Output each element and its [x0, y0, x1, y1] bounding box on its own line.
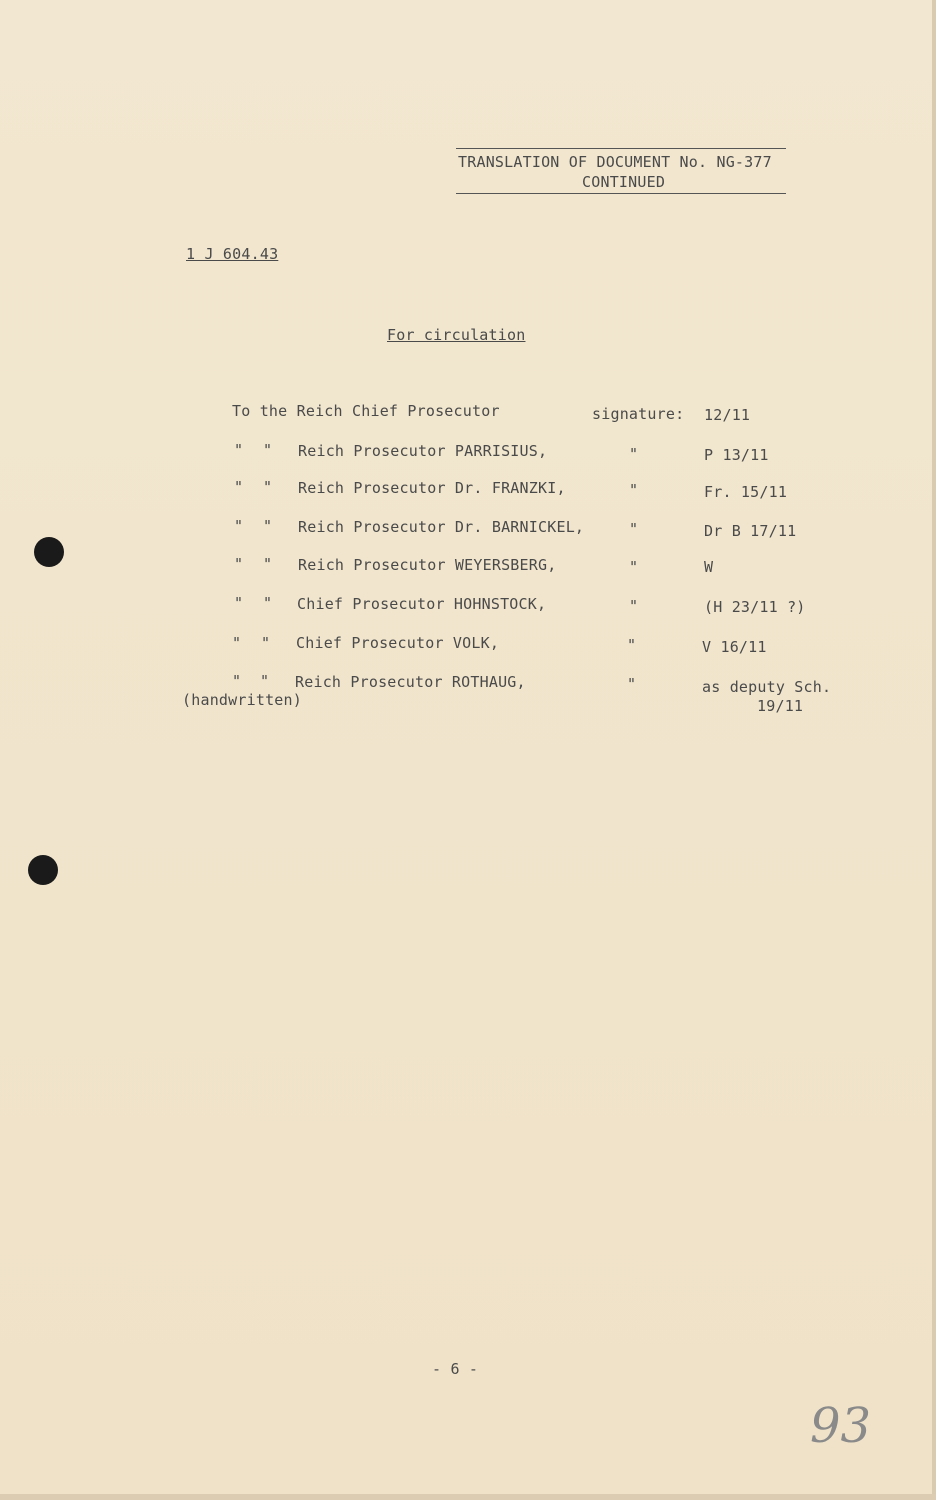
addressee: Reich Prosecutor ROTHAUG,	[295, 673, 526, 691]
addressee: Reich Prosecutor Dr. FRANZKI,	[298, 479, 566, 497]
page-title: For circulation	[387, 326, 526, 344]
signature: Dr B 17/11	[704, 522, 797, 540]
ditto-mark: "	[234, 441, 244, 459]
ditto-mark: "	[261, 634, 271, 652]
ditto-mark: "	[234, 594, 244, 612]
signature: Fr. 15/11	[704, 483, 788, 501]
signature: (H 23/11 ?)	[704, 598, 806, 616]
signature-date: 19/11	[757, 697, 804, 715]
addressee: Reich Prosecutor WEYERSBERG,	[298, 556, 557, 574]
addressee-1: To the Reich Chief Prosecutor	[232, 402, 500, 420]
addressee: Chief Prosecutor VOLK,	[296, 634, 500, 652]
ditto-mark: "	[260, 672, 270, 690]
file-reference: 1 J 604.43	[186, 245, 279, 263]
ditto-mark: "	[263, 517, 273, 535]
page-edge-bottom	[0, 1494, 936, 1500]
ditto-mark: "	[263, 441, 273, 459]
addressee: Reich Prosecutor Dr. BARNICKEL,	[298, 518, 585, 536]
signature-1: 12/11	[704, 406, 751, 424]
punch-hole-lower	[28, 855, 58, 885]
handwritten-note: (handwritten)	[182, 691, 302, 709]
addressee: Reich Prosecutor PARRISIUS,	[298, 442, 548, 460]
signature: P 13/11	[704, 446, 769, 464]
page-edge-right	[932, 0, 936, 1500]
stamp-number: 93	[810, 1398, 872, 1454]
ditto-mark: "	[629, 520, 639, 538]
ditto-mark: "	[263, 594, 273, 612]
signature: V 16/11	[702, 638, 767, 656]
ditto-mark: "	[232, 672, 242, 690]
header-line-2: CONTINUED	[582, 173, 666, 191]
ditto-mark: "	[629, 597, 639, 615]
ditto-mark: "	[629, 558, 639, 576]
ditto-mark: "	[234, 555, 244, 573]
signature: as deputy Sch.	[702, 678, 832, 696]
ditto-mark: "	[263, 478, 273, 496]
ditto-mark: "	[232, 634, 242, 652]
header-line-1: TRANSLATION OF DOCUMENT No. NG-377	[458, 153, 772, 171]
ditto-mark: "	[234, 478, 244, 496]
ditto-mark: "	[627, 636, 637, 654]
punch-hole-upper	[34, 537, 64, 567]
addressee: Chief Prosecutor HOHNSTOCK,	[297, 595, 547, 613]
ditto-mark: "	[263, 555, 273, 573]
ditto-mark: "	[629, 481, 639, 499]
signature-label: signature:	[592, 405, 685, 423]
signature: W	[704, 558, 714, 576]
ditto-mark: "	[627, 675, 637, 693]
ditto-mark: "	[629, 445, 639, 463]
page-number: - 6 -	[432, 1360, 479, 1378]
ditto-mark: "	[234, 517, 244, 535]
